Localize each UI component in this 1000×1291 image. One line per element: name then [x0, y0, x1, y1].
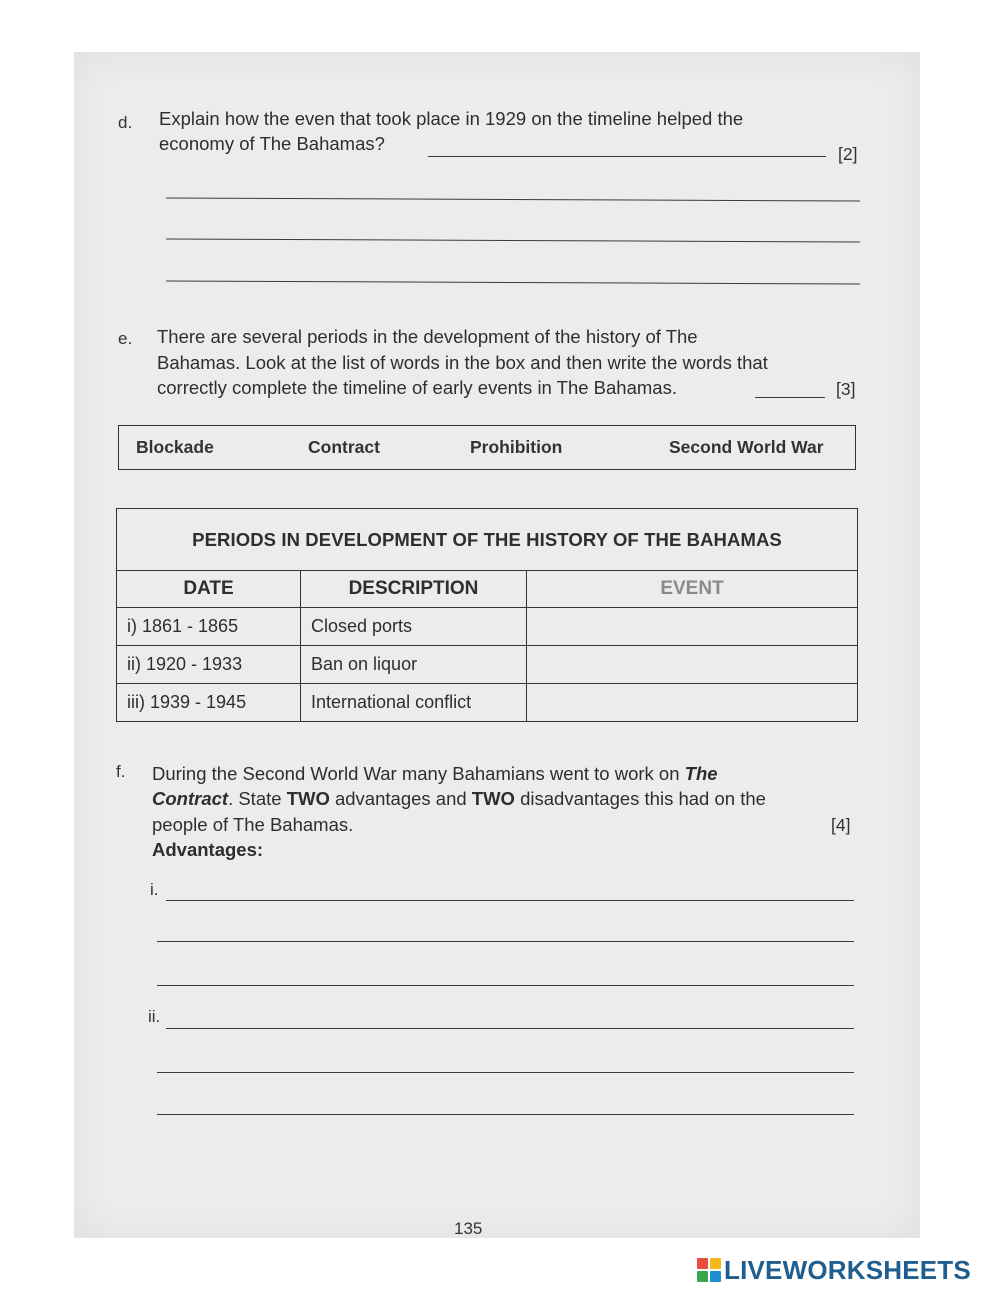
table-row: [117, 684, 858, 722]
question-f-bold: TWO: [286, 788, 330, 809]
logo-square: [697, 1258, 708, 1269]
question-f-line1: [152, 761, 718, 786]
event-answer-cell[interactable]: [527, 684, 858, 722]
logo-icon: [697, 1258, 721, 1282]
answer-line[interactable]: [157, 1114, 854, 1115]
page-number: 135: [454, 1219, 483, 1238]
word-box: [118, 425, 856, 470]
description-cell: International conflict: [301, 684, 527, 722]
question-f-emphasis: The: [684, 763, 718, 784]
word-prohibition: Prohibition: [470, 437, 563, 457]
answer-line[interactable]: [166, 900, 854, 901]
question-f-emphasis: Contract: [152, 788, 229, 809]
question-f-letter: f.: [116, 762, 126, 781]
question-f-line3: people of The Bahamas.: [152, 814, 354, 835]
question-d-letter: d.: [118, 113, 133, 132]
description-cell: Closed ports: [301, 608, 527, 646]
table-row: [117, 646, 858, 684]
question-e-line1: There are several periods in the development of the history of The: [157, 326, 698, 347]
question-f-line2: [152, 786, 766, 811]
question-f-text: During the Second World War many Bahamians went to work on: [152, 763, 685, 784]
question-e-line3: correctly complete the timeline of early events in The Bahamas.: [157, 377, 677, 398]
advantages-label: Advantages:: [152, 839, 264, 860]
answer-line[interactable]: [157, 985, 854, 986]
date-cell: iii) 1939 - 1945: [117, 684, 301, 722]
liveworksheets-logo: [697, 1253, 971, 1287]
question-f-text: disadvantages this had on the: [514, 788, 766, 809]
answer-line[interactable]: [157, 941, 854, 942]
date-cell: ii) 1920 - 1933: [117, 646, 301, 684]
word-second-world-war: Second World War: [669, 437, 824, 457]
question-e-letter: e.: [118, 329, 133, 348]
word-blockade: Blockade: [136, 437, 214, 457]
periods-table: [116, 508, 858, 722]
answer-line[interactable]: [428, 156, 826, 157]
logo-square: [710, 1271, 721, 1282]
question-e-marks: [3]: [836, 379, 856, 399]
header-date: DATE: [117, 571, 301, 608]
description-cell: Ban on liquor: [301, 646, 527, 684]
answer-line[interactable]: [166, 1028, 854, 1029]
word-contract: Contract: [308, 437, 380, 457]
question-f-marks: [4]: [831, 815, 851, 835]
answer-line[interactable]: [157, 1072, 854, 1073]
question-e-line2: Bahamas. Look at the list of words in the box and then write the words that: [157, 352, 768, 373]
header-description: DESCRIPTION: [301, 571, 527, 608]
question-d-line2: economy of The Bahamas?: [159, 133, 385, 154]
answer-line[interactable]: [755, 397, 825, 398]
event-answer-cell[interactable]: [527, 608, 858, 646]
question-f-text: . State: [228, 788, 287, 809]
sub-item-ii: ii.: [148, 1007, 161, 1026]
question-f-bold: TWO: [471, 788, 515, 809]
event-answer-cell[interactable]: [527, 646, 858, 684]
table-row: [117, 608, 858, 646]
logo-square: [697, 1271, 708, 1282]
question-d-marks: [2]: [838, 144, 858, 164]
table-title: PERIODS IN DEVELOPMENT OF THE HISTORY OF THE BAHAMAS: [117, 509, 858, 571]
question-d-line1: Explain how the even that took place in 1929 on the timeline helped the: [159, 108, 744, 129]
date-cell: i) 1861 - 1865: [117, 608, 301, 646]
logo-square: [710, 1258, 721, 1269]
sub-item-i: i.: [150, 880, 159, 899]
question-f-text: advantages and: [329, 788, 472, 809]
header-event: EVENT: [527, 571, 858, 608]
brand-name: LIVEWORKSHEETS: [724, 1254, 971, 1285]
